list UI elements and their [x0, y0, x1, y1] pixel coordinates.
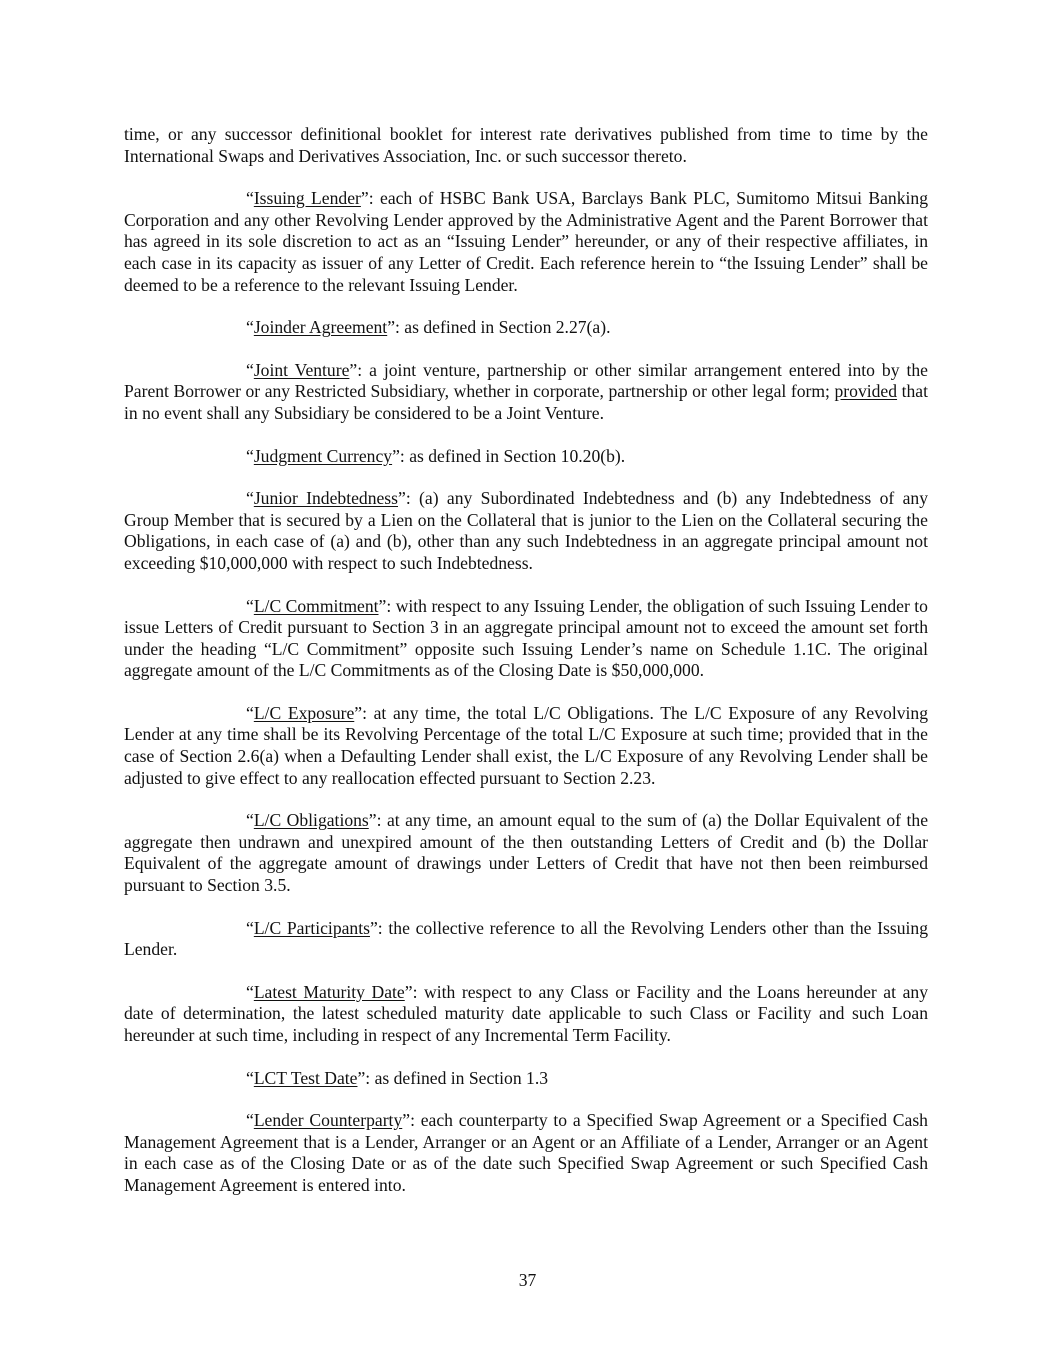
- definition-joinder-agreement: “Joinder Agreement”: as defined in Section 2.27(a).: [246, 317, 611, 338]
- definition-body-tail: that in no event shall any Subsidiary be considered to be a Joint Venture.: [124, 381, 928, 423]
- defined-term: L/C Participants: [253, 917, 370, 938]
- document-page: [124, 124, 928, 1218]
- definition-lender-counterparty: “Lender Counterparty”: each counterparty to a Specified Swap Agreement or a Specified Cash Management Agreement that is a Lender, Arranger or an Agent or an Affiliate of a Lender, Arranger or an Agent in each case as of the Closing Date or as of the date such Specified Swap Agreement or such Specified Cash Management Agreement is entered into.: [124, 1110, 928, 1195]
- defined-term: Latest Maturity Date: [253, 981, 405, 1002]
- defined-term: Judgment Currency: [253, 445, 393, 466]
- definition-latest-maturity-date: “Latest Maturity Date”: with respect to any Class or Facility and the Loans hereunder at any date of determination, the latest scheduled maturity date applicable to such Class or Facility and such Loan hereunder at such time, including in respect of any Incremental Term Facility.: [124, 981, 928, 1045]
- continuation-paragraph: time, or any successor definitional booklet for interest rate derivatives published from time to time by the International Swaps and Derivatives Association, Inc. or such successor thereto.: [124, 124, 928, 166]
- definition-body: : as defined in Section 1.3: [365, 1067, 549, 1088]
- definition-body: : at any time, an amount equal to the sum of (a) the Dollar Equivalent of the aggregate then undrawn and unexpired amount of the then outstanding Letters of Credit and (b) the Dollar Equivalent of the aggregate amount of drawings under Letters of Credit that have not then been reimbursed pursuant to Section 3.5.: [124, 810, 928, 896]
- definition-body: : (a) any Subordinated Indebtedness and (b) any Indebtedness of any Group Member that is secured by a Lien on the Collateral that is junior to the Lien on the Collateral securing the Obligations, in each case of (a) and (b), other than any such Indebtedness in an aggregate principal amount not exceeding $10,000,000 with respect to such Indebtedness.: [124, 488, 928, 573]
- defined-term: Joint Venture: [253, 359, 350, 380]
- definition-body: : as defined in Section 2.27(a).: [395, 317, 611, 338]
- definition-body: : the collective reference to all the Revolving Lenders other than the Issuing Lender.: [124, 917, 928, 960]
- definition-lc-exposure: “L/C Exposure”: at any time, the total L/C Obligations. The L/C Exposure of any Revolving Lender at any time shall be its Revolving Percentage of the total L/C Exposure at such time; provided that in the case of Section 2.6(a) when a Defaulting Lender shall exist, the L/C Exposure of any Revolving Lender shall be adjusted to give effect to any reallocation effected pursuant to Section 2.23.: [124, 702, 929, 788]
- page-number: 37: [518, 1270, 537, 1290]
- defined-term: Issuing Lender: [253, 188, 361, 209]
- definition-body: : with respect to any Issuing Lender, the obligation of such Issuing Lender to issue Letters of Credit pursuant to Section 3 in an aggregate principal amount not to exceed the amount set forth under the heading “L/C Commitment” opposite such Issuing Lender’s name on Schedule 1.1C. The original aggregate amount of the L/C Commitments as of the Closing Date is $50,000,000.: [124, 595, 928, 681]
- definition-body: : as defined in Section 10.20(b).: [399, 445, 626, 466]
- defined-term: L/C Commitment: [253, 595, 379, 616]
- definition-joint-venture: “Joint Venture”: a joint venture, partnership or other similar arrangement entered into by the Parent Borrower or any Restricted Subsidiary, whether in corporate, partnership or other legal form; provided that in no event shall any Subsidiary be considered to be a Joint Venture.: [124, 359, 928, 423]
- defined-term: Junior Indebtedness: [253, 488, 398, 509]
- definition-body: : each of HSBC Bank USA, Barclays Bank PLC, Sumitomo Mitsui Banking Corporation and any other Revolving Lender approved by the Administrative Agent and the Parent Borrower that has agreed in its sole discretion to act as an “Issuing Lender” hereunder, or any of their respective affiliates, in each case in its capacity as issuer of any Letter of Credit. Each reference herein to “the Issuing Lender” shall be deemed to be a reference to the relevant Issuing Lender.: [124, 188, 928, 295]
- definition-lct-test-date: “LCT Test Date”: as defined in Section 1.3: [246, 1067, 549, 1088]
- definition-body: : a joint venture, partnership or other similar arrangement entered into by the Parent Borrower or any Restricted Subsidiary, whether in corporate, partnership or other legal form;: [124, 359, 928, 402]
- definition-body: : with respect to any Class or Facility and the Loans hereunder at any date of determination, the latest scheduled maturity date applicable to such Class or Facility and such Loan hereunder at such time, including in respect of any Incremental Term Facility.: [124, 981, 928, 1045]
- provided-proviso: provided: [834, 381, 898, 402]
- defined-term: Joinder Agreement: [253, 317, 388, 338]
- defined-term: L/C Obligations: [253, 810, 369, 831]
- definition-body: : at any time, the total L/C Obligations. The L/C Exposure of any Revolving Lender at any time shall be its Revolving Percentage of the total L/C Exposure at such time; provided that in the case of Section 2.6(a) when a Defaulting Lender shall exist, the L/C Exposure of any Revolving Lender shall be adjusted to give effect to any reallocation effected pursuant to Section 2.23.: [124, 702, 929, 788]
- definition-body: : each counterparty to a Specified Swap Agreement or a Specified Cash Management Agreement that is a Lender, Arranger or an Agent or an Affiliate of a Lender, Arranger or an Agent in each case as of the Closing Date or as of the date such Specified Swap Agreement or such Specified Cash Management Agreement is entered into.: [124, 1110, 928, 1195]
- definition-issuing-lender: “Issuing Lender”: each of HSBC Bank USA, Barclays Bank PLC, Sumitomo Mitsui Banking Corporation and any other Revolving Lender approved by the Administrative Agent and the Parent Borrower that has agreed in its sole discretion to act as an “Issuing Lender” hereunder, or any of their respective affiliates, in each case in its capacity as issuer of any Letter of Credit. Each reference herein to “the Issuing Lender” shall be deemed to be a reference to the relevant Issuing Lender.: [124, 188, 928, 295]
- definition-judgment-currency: “Judgment Currency”: as defined in Section 10.20(b).: [246, 445, 626, 466]
- definition-junior-indebtedness: “Junior Indebtedness”: (a) any Subordinated Indebtedness and (b) any Indebtedness of any Group Member that is secured by a Lien on the Collateral that is junior to the Lien on the Collateral securing the Obligations, in each case of (a) and (b), other than any such Indebtedness in an aggregate principal amount not exceeding $10,000,000 with respect to such Indebtedness.: [124, 488, 928, 573]
- defined-term: LCT Test Date: [253, 1067, 358, 1088]
- defined-term: L/C Exposure: [253, 702, 355, 723]
- definition-lc-obligations: “L/C Obligations”: at any time, an amount equal to the sum of (a) the Dollar Equivalent of the aggregate then undrawn and unexpired amount of the then outstanding Letters of Credit and (b) the Dollar Equivalent of the aggregate amount of drawings under Letters of Credit that have not then been reimbursed pursuant to Section 3.5.: [124, 810, 928, 896]
- defined-term: Lender Counterparty: [253, 1110, 403, 1131]
- definition-lc-participants: “L/C Participants”: the collective reference to all the Revolving Lenders other than the Issuing Lender.: [124, 917, 928, 960]
- definition-lc-commitment: “L/C Commitment”: with respect to any Issuing Lender, the obligation of such Issuing Lender to issue Letters of Credit pursuant to Section 3 in an aggregate principal amount not to exceed the amount set forth under the heading “L/C Commitment” opposite such Issuing Lender’s name on Schedule 1.1C. The original aggregate amount of the L/C Commitments as of the Closing Date is $50,000,000.: [124, 595, 928, 681]
